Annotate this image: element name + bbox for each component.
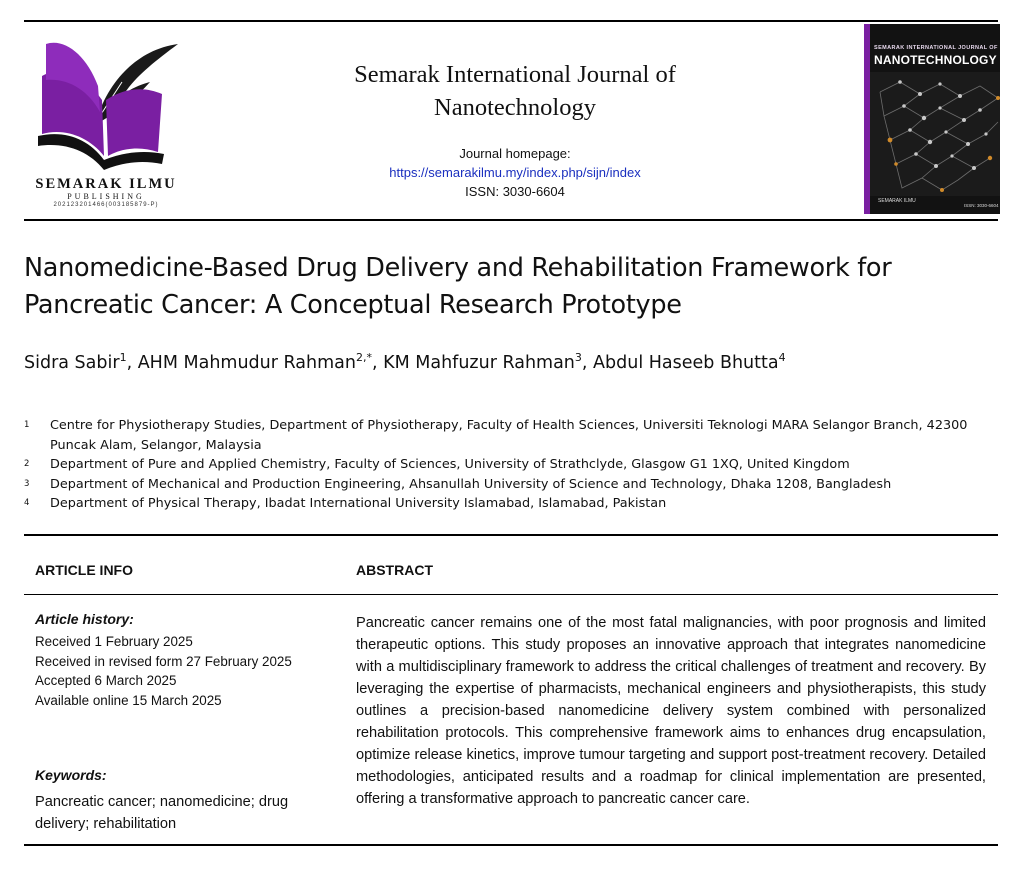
journal-title-line2: Nanotechnology <box>434 94 596 121</box>
keywords-label: Keywords: <box>35 767 107 783</box>
homepage-link[interactable]: https://semarakilmu.my/index.php/sijn/index <box>389 165 641 180</box>
affiliation-text: Centre for Physiotherapy Studies, Department of Physiotherapy, Faculty of Health Sciences, Universiti Teknologi MARA Selangor Branch, 42300 Puncak Alam, Selangor, Malaysia <box>50 418 968 453</box>
author-affiliation-mark: 2,* <box>355 351 372 364</box>
publisher-name: SEMARAK ILMU <box>35 176 177 192</box>
article-info-header: ARTICLE INFO <box>35 562 133 578</box>
paper-title <box>24 250 1004 324</box>
affiliation-item <box>24 416 1004 455</box>
affiliation-text: Department of Mechanical and Production Engineering, Ahsanullah University of Science and Technology, Dhaka 1208, Bangladesh <box>50 476 892 492</box>
author-name: AHM Mahmudur Rahman <box>137 353 356 373</box>
cover-title: NANOTECHNOLOGY <box>874 53 997 67</box>
info-header-rule <box>24 594 998 595</box>
affiliation-number: 2 <box>24 459 30 469</box>
affiliation-item <box>24 494 1004 514</box>
journal-issn: ISSN: 3030-6604 <box>465 184 565 199</box>
publisher-logo <box>26 24 186 214</box>
author-name: KM Mahfuzur Rahman <box>383 353 575 373</box>
journal-info <box>300 144 730 201</box>
cover-top-text: SEMARAK INTERNATIONAL JOURNAL OF <box>874 45 998 51</box>
affiliation-number: 4 <box>24 498 30 508</box>
journal-title <box>300 58 730 124</box>
header-bottom-rule <box>24 219 998 221</box>
affiliation-text: Department of Pure and Applied Chemistry, Faculty of Sciences, University of Strathclyde, Glasgow G1 1XQ, United Kingdom <box>50 457 850 472</box>
affiliation-item <box>24 475 1004 495</box>
abstract-text: Pancreatic cancer remains one of the most fatal malignancies, with poor prognosis and limited therapeutic options. This study proposes an innovative approach that integrates nanomedicine with a multidisciplinary framework to address the critical challenges of treatment and recovery. By leveraging the expertise of pharmacists, mechanical engineers and physiotherapists, this study outlines a precision-based nanomedicine delivery system combined with personalized rehabilitation protocols. This comprehensive framework aims to enhances drug encapsulation, optimize release kinetics, improve tumour targeting and support post-treatment recovery. Detailed methodologies, anticipated results and a roadmap for clinical implementation are presented, offering a transformative approach to pancreatic cancer care. <box>356 615 986 807</box>
cover-lattice-image <box>870 72 1000 196</box>
author-affiliation-mark: 4 <box>778 351 786 364</box>
history-received: Received 1 February 2025 <box>35 634 193 649</box>
affiliation-item <box>24 455 1004 475</box>
author-affiliation-mark: 1 <box>119 351 127 364</box>
author-affiliation-mark: 3 <box>574 351 582 364</box>
author-list: Sidra Sabir$^1$, AHM Mahmudur Rahman$^{2,*}$, KM Mahfuzur Rahman$^3$, Abdul Haseeb Bhutta$^4$ <box>24 351 786 373</box>
header-top-rule <box>24 20 998 22</box>
affiliation-text: Department of Physical Therapy, Ibadat International University Islamabad, Islamabad, Pakistan <box>50 496 667 511</box>
history-accepted: Accepted 6 March 2025 <box>35 673 177 689</box>
affiliation-number: 1 <box>24 420 30 430</box>
info-bottom-rule <box>24 844 998 846</box>
article-history <box>35 632 292 710</box>
journal-cover <box>864 24 1000 214</box>
book-quill-icon <box>32 24 182 174</box>
paper-title-line2: Pancreatic Cancer: A Conceptual Research Prototype <box>24 290 682 320</box>
paper-title-line1: Nanomedicine-Based Drug Delivery and Rehabilitation Framework for <box>24 253 892 283</box>
history-revised: Received in revised form 27 February 2025 <box>35 653 292 669</box>
cover-publisher-text: SEMARAK ILMU <box>878 198 916 204</box>
affiliation-list <box>24 416 1004 514</box>
history-online: Available online 15 March 2025 <box>35 692 222 708</box>
homepage-label: Journal homepage: <box>459 146 571 161</box>
abstract-header: ABSTRACT <box>356 562 433 578</box>
publisher-registration: 202123201466(003185879-P) <box>53 202 159 208</box>
publisher-sub: PUBLISHING <box>67 192 145 201</box>
journal-title-line1: Semarak International Journal of <box>354 61 676 88</box>
affiliation-number: 3 <box>24 478 30 489</box>
article-history-label: Article history: <box>35 611 134 627</box>
keywords: Pancreatic cancer; nanomedicine; drug delivery; rehabilitation <box>35 794 289 832</box>
info-top-rule <box>24 534 998 536</box>
author-name: Abdul Haseeb Bhutta <box>593 353 779 373</box>
author-name: Sidra Sabir <box>24 353 120 373</box>
cover-issn: ISSN: 3030-6604 <box>964 203 999 208</box>
